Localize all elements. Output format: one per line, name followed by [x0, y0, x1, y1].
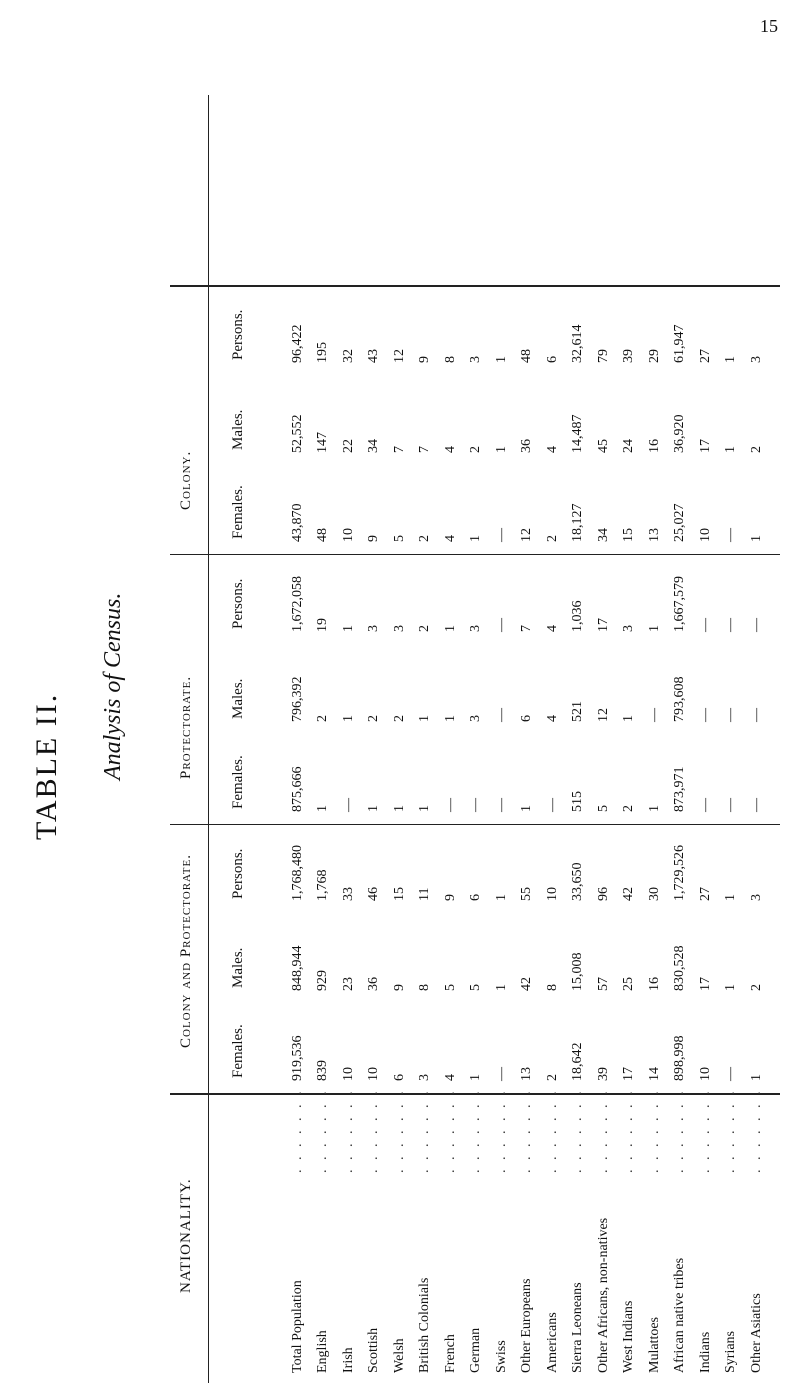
table-cell: 24	[621, 438, 637, 453]
table-cell: 1	[366, 804, 382, 812]
table-cell: 1	[442, 714, 458, 722]
row-leader: . . . . . . .	[493, 1088, 509, 1173]
table-cell: 1	[340, 625, 356, 633]
table-cell: 4	[544, 445, 560, 453]
table-cell: 3	[468, 625, 484, 633]
table-cell: 2	[544, 1074, 560, 1081]
table-cell: 30	[646, 887, 662, 902]
table-cell: 14,487	[570, 414, 586, 453]
row-leader: . . . . . . .	[646, 1088, 662, 1173]
table-cell: 39	[595, 1067, 611, 1081]
table-cell: 9	[417, 355, 433, 363]
table-cell: 27	[697, 887, 713, 902]
table-cell: 36,920	[672, 414, 688, 453]
table-cell: —	[748, 707, 764, 722]
table-cell: 46	[366, 887, 382, 902]
column-head: Males.	[230, 947, 246, 989]
table-cell: 1,768,480	[290, 845, 305, 902]
table-cell: 796,392	[290, 676, 305, 722]
table-title: TABLE II.	[30, 692, 63, 840]
row-leader: . . . . . . .	[315, 1088, 331, 1173]
table-cell: 1	[519, 804, 535, 812]
table-cell: 43,870	[290, 503, 305, 543]
table-cell: 1	[493, 984, 509, 992]
row-label: German	[468, 1327, 484, 1373]
table-cell: 25	[621, 977, 637, 992]
table-cell: 2	[544, 535, 560, 543]
table-cell: 1	[723, 355, 739, 363]
group-rule	[170, 285, 780, 287]
table-cell: —	[646, 707, 662, 722]
column-head: Females.	[230, 1024, 246, 1079]
table-cell: 1	[315, 804, 331, 812]
row-leader: . . . . . . .	[672, 1088, 688, 1173]
table-cell: 23	[340, 977, 356, 992]
table-cell: 6	[468, 894, 484, 902]
table-subtitle: Analysis of Census.	[100, 592, 126, 780]
table-cell: —	[748, 797, 764, 812]
table-cell: 15,008	[570, 952, 586, 992]
row-leader: . . . . . . .	[417, 1088, 433, 1173]
table-cell: 1	[493, 355, 509, 363]
table-cell: 793,608	[672, 676, 688, 722]
table-cell: 1	[391, 804, 407, 812]
table-cell: 5	[468, 984, 484, 992]
row-label: Indians	[697, 1331, 713, 1373]
table-cell: 15	[391, 887, 407, 902]
row-leader: . . . . . . .	[697, 1088, 713, 1173]
table-cell: 3	[468, 714, 484, 722]
group-rule	[170, 554, 780, 555]
table-cell: 515	[570, 790, 586, 812]
table-cell: 4	[442, 535, 458, 543]
row-leader: . . . . . . .	[621, 1088, 637, 1173]
table-cell: 17	[595, 618, 611, 633]
table-cell: —	[697, 707, 713, 722]
table-cell: 1	[493, 894, 509, 902]
table-cell: 55	[519, 887, 535, 902]
table-cell: 2	[366, 714, 382, 722]
table-cell: 52,552	[290, 414, 305, 453]
row-leader: . . . . . . .	[442, 1088, 458, 1173]
table-cell: 2	[748, 984, 764, 992]
table-cell: 1,036	[570, 600, 586, 633]
table-cell: 1	[493, 445, 509, 453]
page-number: 15	[760, 16, 778, 36]
table-cell: 17	[621, 1067, 637, 1081]
table-cell: 27	[697, 348, 713, 363]
row-label: British Colonials	[417, 1277, 433, 1373]
table-cell: 32	[340, 348, 356, 363]
row-label: Mulattoes	[646, 1317, 662, 1373]
table-cell: 875,666	[290, 766, 305, 812]
table-cell: 34	[366, 438, 382, 453]
table-cell: 3	[748, 355, 764, 363]
table-cell: 14	[646, 1067, 662, 1081]
table-cell: 79	[595, 348, 611, 363]
row-label: Scottish	[366, 1327, 382, 1373]
table-cell: 34	[595, 528, 611, 543]
table-cell: 848,944	[290, 945, 305, 992]
table-cell: 3	[366, 625, 382, 633]
table-cell: 45	[595, 438, 611, 453]
row-leader: . . . . . . .	[570, 1088, 586, 1173]
row-label: West Indians	[621, 1300, 637, 1373]
table-cell: 10	[544, 887, 560, 902]
row-label: Welsh	[391, 1338, 407, 1373]
table-cell: 4	[442, 1074, 458, 1081]
table-cell: 898,998	[672, 1035, 688, 1081]
table-cell: 96	[595, 887, 611, 902]
row-leader: . . . . . . .	[519, 1088, 535, 1173]
row-label: Sierra Leoneans	[570, 1282, 586, 1373]
table-cell: 12	[519, 528, 535, 543]
table-cell: 1	[723, 894, 739, 902]
table-cell: 19	[315, 618, 331, 633]
table-cell: 1	[468, 535, 484, 543]
table-cell: 10	[340, 528, 356, 543]
group-label: Colony.	[178, 450, 194, 510]
table-cell: 3	[468, 355, 484, 363]
table-cell: 195	[315, 341, 331, 363]
row-leader: . . . . . . .	[340, 1088, 356, 1173]
table-cell: 4	[544, 714, 560, 722]
table-cell: 42	[621, 887, 637, 902]
left-rule	[208, 95, 209, 1383]
table-cell: 2	[391, 714, 407, 722]
table-cell: 521	[570, 700, 586, 722]
table-cell: —	[493, 797, 509, 812]
table-cell: 10	[697, 1067, 713, 1081]
table-cell: 22	[340, 438, 356, 453]
table-cell: 8	[417, 984, 433, 992]
table-cell: —	[723, 707, 739, 722]
table-cell: 1,729,526	[672, 845, 688, 902]
table-cell: 10	[697, 528, 713, 543]
table-cell: 15	[621, 528, 637, 543]
table-cell: —	[468, 797, 484, 812]
table-cell: 5	[595, 804, 611, 812]
group-rule	[170, 824, 780, 825]
table-cell: 17	[697, 438, 713, 453]
table-cell: 1,768	[315, 869, 331, 902]
column-head: Females.	[230, 755, 246, 809]
table-cell: —	[544, 797, 560, 812]
table-cell: 48	[519, 348, 535, 363]
table-cell: —	[697, 618, 713, 633]
row-label: Other Europeans	[519, 1278, 535, 1373]
table-cell: 1	[748, 1074, 764, 1081]
row-leader: . . . . . . .	[544, 1088, 560, 1173]
group-label: Colony and Protectorate.	[178, 854, 194, 1049]
table-cell: 9	[391, 984, 407, 992]
row-leader: . . . . . . .	[595, 1088, 611, 1173]
table-cell: 1,667,579	[672, 576, 688, 633]
table-cell: 1	[442, 625, 458, 633]
table-cell: 4	[442, 445, 458, 453]
table-cell: 2	[468, 445, 484, 453]
table-cell: 10	[366, 1067, 382, 1081]
table-cell: 7	[417, 445, 433, 453]
table-cell: 1	[723, 984, 739, 992]
column-head: Females.	[230, 485, 246, 540]
table-cell: 36	[366, 977, 382, 992]
column-head: Males.	[230, 678, 246, 719]
table-cell: 61,947	[672, 324, 688, 363]
table-cell: 32,614	[570, 324, 586, 363]
table-cell: 5	[442, 984, 458, 992]
row-leader: . . . . . . .	[723, 1088, 739, 1173]
table-cell: 13	[519, 1067, 535, 1081]
table-cell: 12	[595, 707, 611, 722]
table-cell: 1,672,058	[290, 576, 305, 633]
table-cell: 3	[621, 625, 637, 633]
table-cell: 6	[519, 714, 535, 722]
table-cell: 33,650	[570, 862, 586, 902]
table-cell: 1	[621, 714, 637, 722]
table-cell: 1	[417, 714, 433, 722]
row-label: Americans	[544, 1312, 560, 1373]
table-cell: —	[723, 528, 739, 543]
table-cell: 4	[544, 625, 560, 633]
table-cell: —	[697, 797, 713, 812]
table-cell: —	[723, 618, 739, 633]
table-cell: 39	[621, 348, 637, 363]
table-cell: —	[493, 528, 509, 543]
row-label: Swiss	[493, 1340, 509, 1373]
row-label: Total Population	[290, 1280, 305, 1373]
table-cell: 10	[340, 1067, 356, 1081]
table-cell: 43	[366, 348, 382, 363]
table-cell: 839	[315, 1060, 331, 1081]
column-head: Persons.	[230, 848, 246, 899]
table-cell: 1	[646, 804, 662, 812]
table-cell: —	[748, 618, 764, 633]
table-cell: —	[723, 797, 739, 812]
table-cell: 42	[519, 977, 535, 992]
table-cell: 9	[366, 535, 382, 543]
table-cell: 96,422	[290, 324, 305, 363]
table-cell: 2	[417, 625, 433, 633]
table-cell: 1	[723, 445, 739, 453]
table-cell: 873,971	[672, 766, 688, 812]
table-cell: 11	[417, 887, 433, 902]
table-cell: 17	[697, 977, 713, 992]
side-titles	[0, 0, 160, 1398]
table-cell: 6	[391, 1074, 407, 1081]
row-label: Other Africans, non-natives	[595, 1217, 611, 1373]
row-label: Syrians	[723, 1331, 739, 1373]
table-cell: 147	[315, 431, 331, 453]
table-cell: 25,027	[672, 503, 688, 543]
table-cell: 1	[646, 625, 662, 633]
table-cell: 919,536	[290, 1035, 305, 1081]
table-cell: 48	[315, 528, 331, 543]
table-cell: —	[493, 707, 509, 722]
table-cell: —	[493, 618, 509, 633]
table-cell: 29	[646, 348, 662, 363]
table-cell: 2	[417, 535, 433, 543]
table-cell: 830,528	[672, 945, 688, 992]
column-head: Persons.	[230, 578, 246, 630]
table-cell: 8	[442, 355, 458, 363]
table-cell: 7	[391, 445, 407, 453]
table-cell: 1	[468, 1074, 484, 1081]
table-cell: 33	[340, 887, 356, 902]
table-cell: 1	[748, 535, 764, 543]
column-head: Persons.	[230, 309, 246, 360]
table-cell: 36	[519, 438, 535, 453]
group-label: Protectorate.	[178, 675, 194, 779]
table-cell: 3	[391, 625, 407, 633]
row-leader: . . . . . . .	[468, 1088, 484, 1173]
row-leader: . . . . . . .	[391, 1088, 407, 1173]
nationality-heading: NATIONALITY.	[178, 1178, 194, 1293]
table-cell: 7	[519, 625, 535, 633]
table-cell: 5	[391, 535, 407, 543]
row-leader: . . . . . . .	[748, 1088, 764, 1173]
table-cell: 18,127	[570, 503, 586, 543]
table-cell: 6	[544, 355, 560, 363]
row-label: African native tribes	[672, 1257, 688, 1373]
table-cell: —	[493, 1067, 509, 1081]
table-cell: 3	[748, 894, 764, 902]
table-cell: 9	[442, 894, 458, 902]
table-cell: —	[442, 797, 458, 812]
column-head: Males.	[230, 409, 246, 450]
table-cell: 18,642	[570, 1042, 586, 1081]
table-cell: —	[723, 1067, 739, 1081]
table-cell: 12	[391, 348, 407, 363]
row-label: Other Asiatics	[748, 1293, 764, 1373]
table-cell: 1	[417, 804, 433, 812]
table-cell: 929	[315, 970, 331, 992]
table-cell: 16	[646, 438, 662, 453]
table-cell: 57	[595, 977, 611, 992]
table-cell: 13	[646, 528, 662, 543]
row-label: French	[442, 1334, 458, 1373]
row-label: English	[315, 1330, 331, 1373]
table-cell: —	[340, 797, 356, 812]
table-cell: 2	[748, 445, 764, 453]
table-cell: 3	[417, 1074, 433, 1081]
table-cell: 16	[646, 977, 662, 992]
row-leader: . . . . . . .	[290, 1088, 305, 1173]
table-cell: 2	[315, 714, 331, 722]
census-table	[170, 95, 780, 1383]
row-label: Irish	[340, 1347, 356, 1373]
table-cell: 2	[621, 804, 637, 812]
table-cell: 1	[340, 714, 356, 722]
row-leader: . . . . . . .	[366, 1088, 382, 1173]
table-cell: 8	[544, 984, 560, 992]
